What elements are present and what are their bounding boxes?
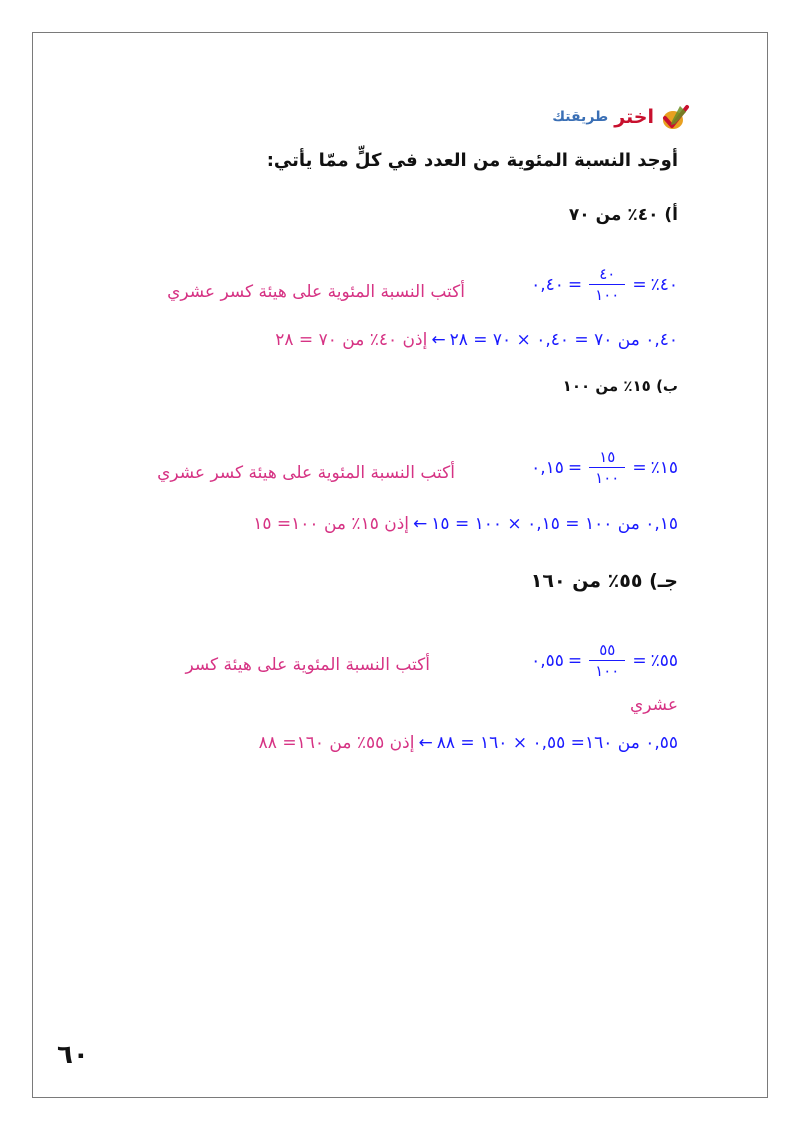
fraction-numerator: ٥٥ [599,641,616,659]
problem-a-fraction-line [531,265,678,304]
header-word-choose: اختر [614,106,654,128]
fraction-denominator: ١٠٠ [589,284,625,304]
fraction-numerator: ٤٠ [599,265,616,283]
problem-c-note: أكتب النسبة المئوية على هيئة كسر [185,655,430,675]
arrow-left-icon: ← [413,514,428,534]
problem-c-percent: ٥٥٪ [650,650,678,671]
problem-a-fraction [589,265,625,304]
section-header [552,100,690,134]
problem-c-fraction [589,641,625,680]
header-word-method: طريقتك [552,109,609,125]
problem-b-computation: ٠,١٥ من ١٠٠ = ٠,١٥ × ١٠٠ = ١٥ [431,514,678,534]
problem-c-decimal: ٠,٥٥ [531,650,564,671]
fraction-denominator: ١٠٠ [589,660,625,680]
problem-a-decimal: ٠,٤٠ [531,274,564,295]
problem-a-label: أ) ٤٠٪ من ٧٠ [568,205,678,225]
problem-c-computation: ٠,٥٥ من ١٦٠= ٠,٥٥ × ١٦٠ = ٨٨ [436,733,678,753]
problem-a-conclusion: إذن ٤٠٪ من ٧٠ = ٢٨ [275,330,428,350]
problem-b-label: ب) ١٥٪ من ١٠٠ [562,377,678,395]
arrow-left-icon: ← [431,330,446,350]
problem-c-conclusion: إذن ٥٥٪ من ١٦٠= ٨٨ [258,733,415,753]
problem-a-percent: ٤٠٪ [650,274,678,295]
equals-sign: = [567,457,583,478]
problem-a-solution-line [275,330,678,350]
problem-b-percent: ١٥٪ [650,457,678,478]
fraction-denominator: ١٠٠ [589,467,625,487]
problem-a-note: أكتب النسبة المئوية على هيئة كسر عشري [167,282,465,302]
problem-b-decimal: ٠,١٥ [531,457,564,478]
page-border [32,32,768,1098]
equals-sign: = [632,650,647,671]
problem-c-label: جـ) ٥٥٪ من ١٦٠ [530,570,678,592]
equals-sign: = [567,274,583,295]
checkmark-pencil-icon [660,102,690,132]
problem-b-fraction [589,448,625,487]
problem-a-computation: ٠,٤٠ من ٧٠ = ٠,٤٠ × ٧٠ = ٢٨ [449,330,678,350]
fraction-numerator: ١٥ [599,448,616,466]
problem-b-note: أكتب النسبة المئوية على هيئة كسر عشري [157,463,455,483]
instruction-text: أوجد النسبة المئوية من العدد في كلٍّ ممّا يأتي: [266,150,678,171]
equals-sign: = [632,274,647,295]
problem-c-fraction-line [531,641,678,680]
problem-b-solution-line [253,514,678,534]
arrow-left-icon: ← [418,733,433,753]
equals-sign: = [567,650,583,671]
problem-c-solution-line [259,733,678,753]
problem-b-conclusion: إذن ١٥٪ من ١٠٠= ١٥ [253,514,410,534]
problem-b-fraction-line [531,448,678,487]
equals-sign: = [632,457,647,478]
problem-c-note-continued: عشري [630,695,678,715]
page-number: ٦٠ [57,1040,89,1070]
